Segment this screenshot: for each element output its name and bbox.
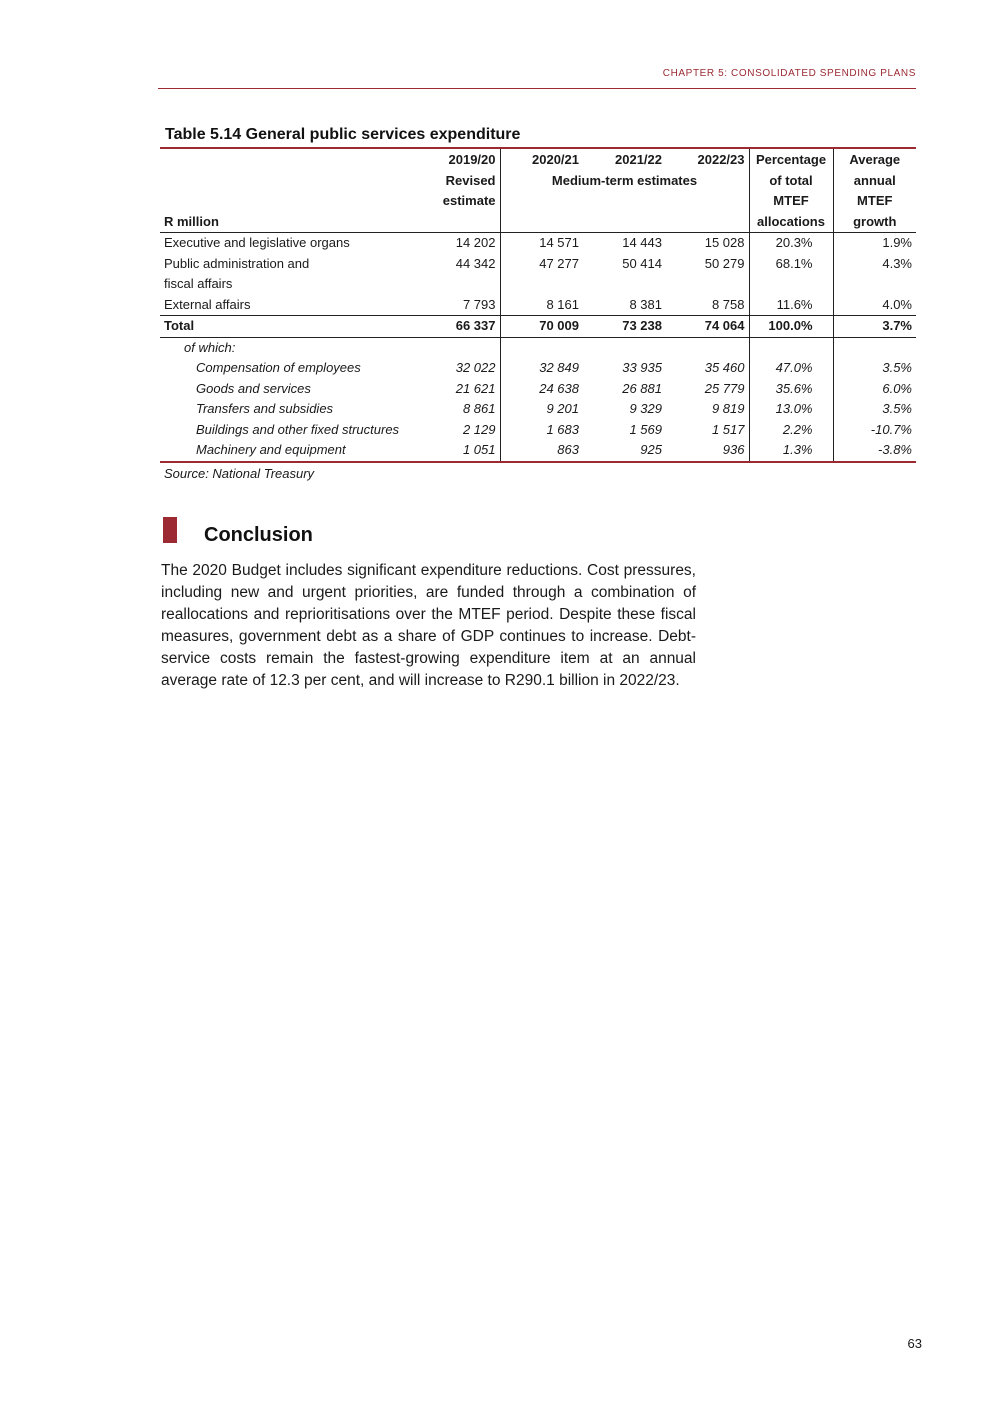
header-estimate: estimate (442, 193, 496, 208)
header-allocations: allocations (749, 212, 833, 233)
header-revised: Revised (445, 172, 496, 188)
section-marker (163, 517, 177, 543)
table-total-row: Total 66 337 70 009 73 238 74 064 100.0% 3.7% (160, 316, 916, 338)
header-unit: R million (160, 212, 422, 233)
header-growth: growth (833, 212, 916, 233)
section-title: Conclusion (204, 524, 313, 546)
table-row: Buildings and other fixed structures 2 129 1 683 1 569 1 517 2.2% -10.7% (160, 420, 916, 441)
table-row-continuation: fiscal affairs (160, 274, 916, 295)
header-mtef-2: MTEF (833, 191, 916, 212)
header-mtef: MTEF (749, 191, 833, 212)
header-of-total: of total (749, 171, 833, 192)
table-row: Public administration and 44 342 47 277 50 414 50 279 68.1% 4.3% (160, 254, 916, 275)
table-row: External affairs 7 793 8 161 8 381 8 758 11.6% 4.0% (160, 295, 916, 316)
table-row: Transfers and subsidies 8 861 9 201 9 329 9 819 13.0% 3.5% (160, 399, 916, 420)
body-paragraph: The 2020 Budget includes significant expenditure reductions. Cost pressures, including new and urgent priorities, are funded through a combination of reallocations and reprioritisations over the MTEF period. Despite these fiscal measures, government debt as a share of GDP continues to increase. Debt-service costs remain the fastest-growing expenditure item at an annual average rate of 12.3 per cent, and will increase to R290.1 billion in 2022/23. (161, 562, 696, 689)
running-head: CHAPTER 5: CONSOLIDATED SPENDING PLANS (158, 68, 916, 89)
header-2021-22: 2021/22 (583, 148, 666, 171)
table-row: Compensation of employees 32 022 32 849 33 935 35 460 47.0% 3.5% (160, 358, 916, 379)
header-2022-23: 2022/23 (666, 148, 749, 171)
table-row: Machinery and equipment 1 051 863 925 936 1.3% -3.8% (160, 440, 916, 462)
header-percentage: Percentage (749, 148, 833, 171)
table-title: Table 5.14 General public services expenditure (165, 126, 521, 143)
table-row: Goods and services 21 621 24 638 26 881 25 779 35.6% 6.0% (160, 379, 916, 400)
header-average: Average (833, 148, 916, 171)
table-row: Executive and legislative organs 14 202 14 571 14 443 15 028 20.3% 1.9% (160, 233, 916, 254)
table-source: Source: National Treasury (164, 466, 315, 481)
page-number: 63 (907, 1336, 922, 1351)
header-2020-21: 2020/21 (500, 148, 583, 171)
header-2019-20: 2019/20 (422, 148, 500, 171)
of-which-row: of which: (160, 337, 916, 358)
header-medium-term: Medium-term estimates (500, 171, 749, 192)
expenditure-table (160, 147, 916, 463)
header-annual: annual (833, 171, 916, 192)
